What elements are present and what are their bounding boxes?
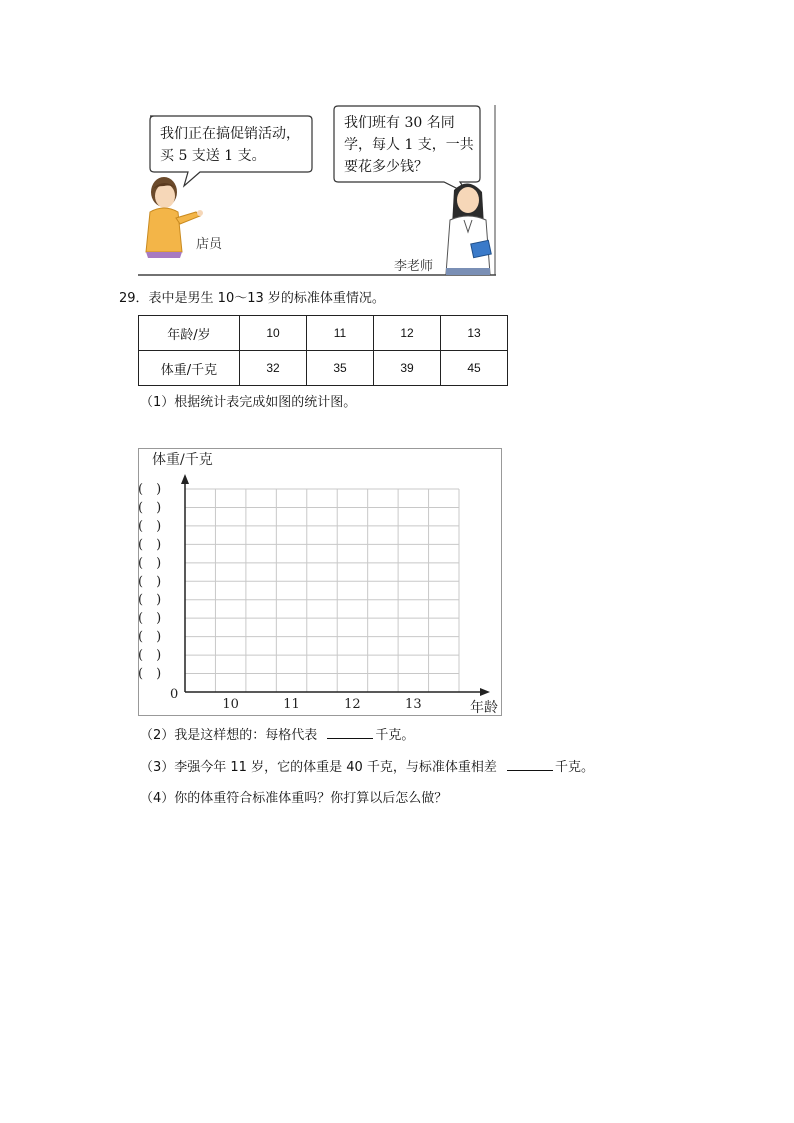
teacher-speech-line-1: 我们班有 30 名同 [344,115,455,131]
x-tick-label: 13 [405,697,422,712]
clerk-speech-line-1: 我们正在搞促销活动， [160,126,300,142]
table-cell-age: 13 [441,316,508,351]
y-tick-label-blank[interactable]: ( ) [138,555,162,571]
y-tick-label-blank[interactable]: ( ) [138,574,162,590]
table-row-age [139,316,508,351]
y-tick-label-blank[interactable]: ( ) [138,500,162,516]
table-cell-weight: 35 [307,351,374,386]
subquestion-3 [140,758,594,777]
subquestion-2-suffix: 千克。 [375,728,415,743]
y-tick-label-blank[interactable]: ( ) [138,592,162,608]
x-tick-label: 10 [222,697,239,712]
teacher-speech-line-3: 要花多少钱？ [344,159,428,175]
table-header-age: 年龄/岁 [139,316,240,351]
clerk-figure [146,177,223,258]
y-axis-label: 体重/千克 [152,452,213,468]
teacher-speech-line-2: 学，每人 1 支，一共 [344,137,474,153]
table-row-weight [139,351,508,386]
table-cell-weight: 39 [374,351,441,386]
teacher-figure [394,183,491,275]
promotion-illustration [138,100,496,276]
subquestion-4: （4）你的体重符合标准体重吗？你打算以后怎么做？ [140,791,448,806]
x-tick-label: 11 [283,697,300,712]
y-tick-label-blank[interactable]: ( ) [138,648,162,664]
y-tick-label-blank[interactable]: ( ) [138,537,162,553]
answer-blank-per-grid[interactable] [327,726,373,739]
table-cell-weight: 32 [240,351,307,386]
y-tick-label-blank[interactable]: ( ) [138,629,162,645]
x-axis-label: 年龄 [470,700,498,716]
y-tick-label-blank[interactable]: ( ) [138,611,162,627]
subquestion-3-suffix: 千克。 [555,760,595,775]
clerk-label: 店员 [196,237,223,252]
y-tick-label-blank[interactable]: ( ) [138,666,162,682]
y-tick-labels [138,482,161,682]
subquestion-2 [140,726,414,745]
answer-blank-difference[interactable] [507,758,553,771]
origin-label: 0 [170,687,179,702]
standard-weight-table [138,315,508,386]
question-29 [119,290,385,308]
subquestion-2-prefix: （2）我是这样想的：每格代表 [140,728,322,743]
table-cell-age: 12 [374,316,441,351]
y-tick-label-blank[interactable]: ( ) [138,482,162,497]
subquestion-3-prefix: （3）李强今年 11 岁，它的体重是 40 千克，与标准体重相差 [140,760,502,775]
table-cell-weight: 45 [441,351,508,386]
weight-line-chart [138,448,502,716]
clerk-speech-line-2: 买 5 支送 1 支。 [160,148,266,164]
question-number: 29． [119,291,149,306]
clerk-speech-bubble [150,116,312,186]
teacher-label: 李老师 [394,259,434,274]
x-tick-label: 12 [344,697,361,712]
subquestion-1: （1）根据统计表完成如图的统计图。 [140,395,357,410]
table-header-weight: 体重/千克 [139,351,240,386]
table-cell-age: 10 [240,316,307,351]
table-cell-age: 11 [307,316,374,351]
y-tick-label-blank[interactable]: ( ) [138,518,162,534]
question-text: 表中是男生 10～13 岁的标准体重情况。 [148,291,385,306]
teacher-speech-bubble [334,106,480,194]
